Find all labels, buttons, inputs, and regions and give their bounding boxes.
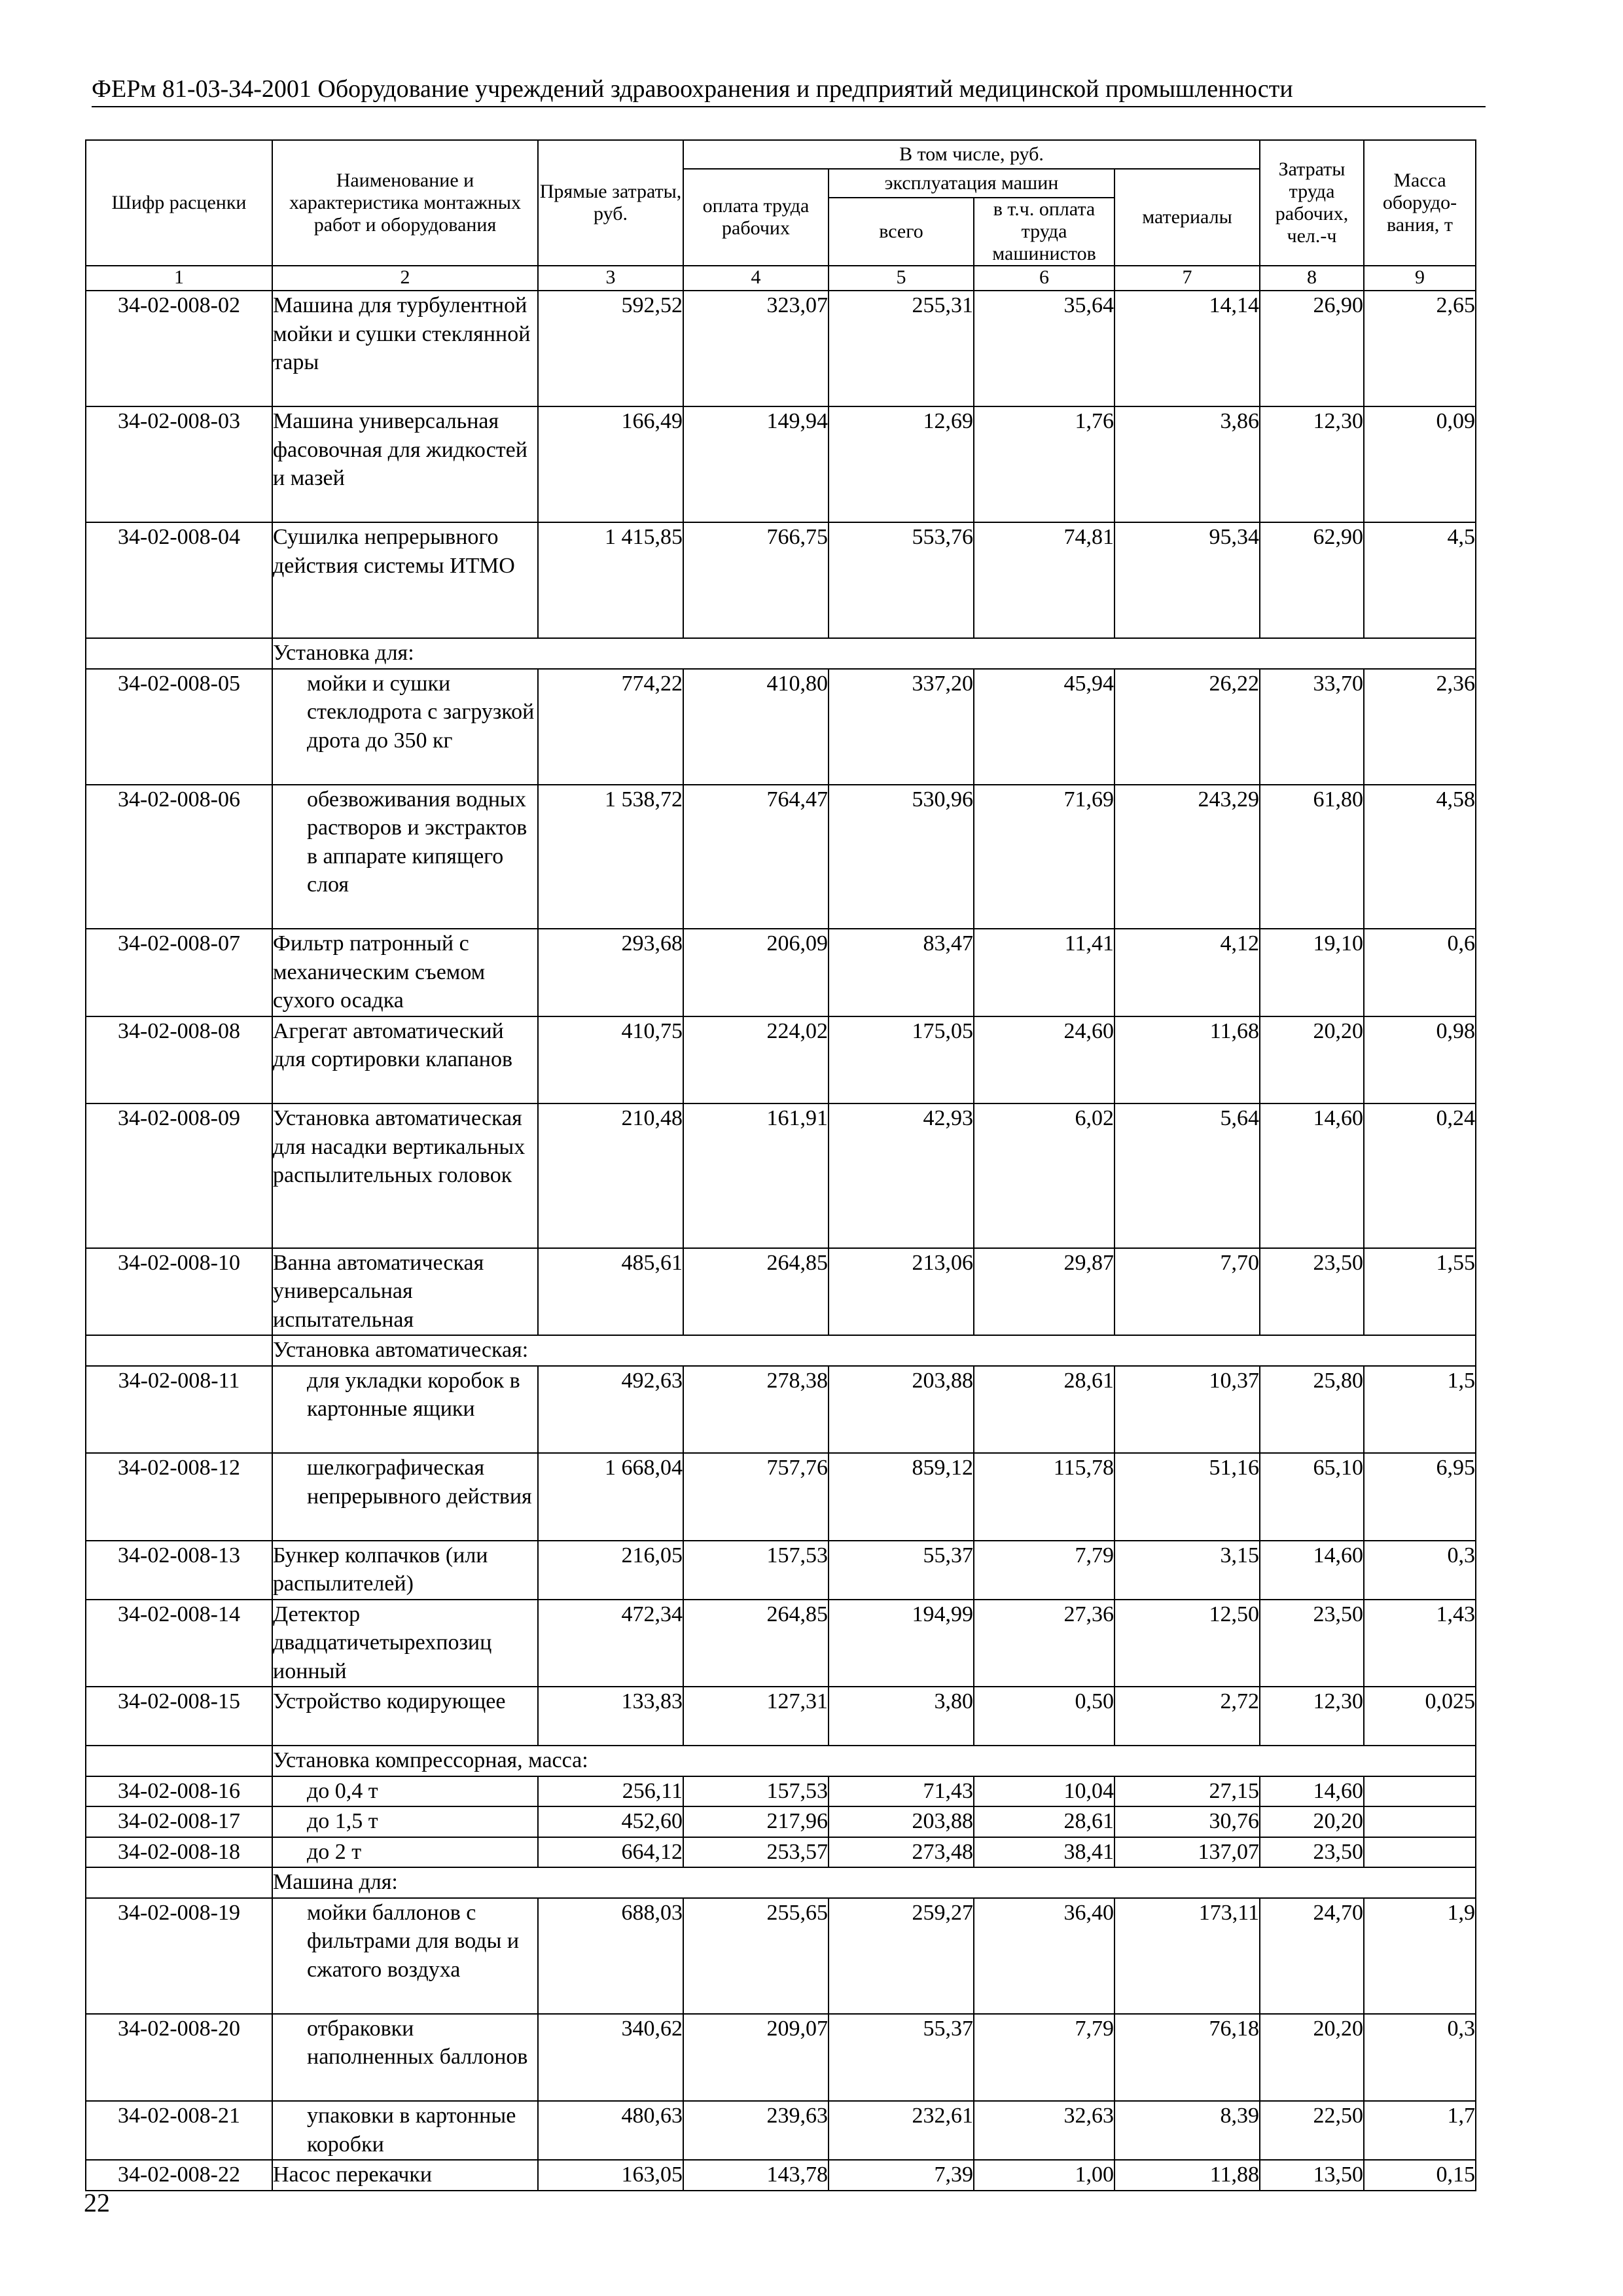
machines-total-cell: 3,80 (829, 1687, 974, 1746)
header-code: Шифр расценки (86, 140, 272, 266)
rate-code-cell: 34-02-008-16 (86, 1776, 272, 1807)
rate-code-cell: 34-02-008-15 (86, 1687, 272, 1746)
labor-pay-cell: 264,85 (683, 1600, 829, 1687)
machines-total-cell: 194,99 (829, 1600, 974, 1687)
labor-costs-cell: 65,10 (1260, 1453, 1364, 1541)
machines-total-cell: 530,96 (829, 785, 974, 929)
table-row (86, 1837, 1476, 1868)
direct-costs-cell: 216,05 (538, 1541, 683, 1600)
column-number: 8 (1260, 266, 1364, 291)
labor-costs-cell: 12,30 (1260, 406, 1364, 522)
materials-cell: 27,15 (1115, 1776, 1260, 1807)
machinists-pay-cell: 45,94 (974, 669, 1115, 785)
machines-total-cell: 213,06 (829, 1248, 974, 1336)
rate-code-cell: 34-02-008-02 (86, 291, 272, 406)
machinists-pay-cell: 35,64 (974, 291, 1115, 406)
header-machine-operation: эксплуатация машин (829, 169, 1115, 198)
labor-pay-cell: 217,96 (683, 1806, 829, 1837)
rate-code-cell: 34-02-008-07 (86, 929, 272, 1016)
rate-code-cell: 34-02-008-09 (86, 1103, 272, 1248)
machines-total-cell: 71,43 (829, 1776, 974, 1807)
column-number-row (86, 266, 1476, 291)
labor-pay-cell: 766,75 (683, 522, 829, 638)
mass-cell: 0,15 (1364, 2160, 1476, 2191)
materials-cell: 3,15 (1115, 1541, 1260, 1600)
header-name: Наименование и характеристика монтажных работ и оборудования (272, 140, 538, 266)
labor-pay-cell: 264,85 (683, 1248, 829, 1336)
rates-table (85, 139, 1476, 2191)
group-title: Установка автоматическая: (272, 1335, 1476, 1366)
machines-total-cell: 203,88 (829, 1366, 974, 1454)
group-row (86, 1746, 1476, 1776)
machinists-pay-cell: 10,04 (974, 1776, 1115, 1807)
labor-pay-cell: 209,07 (683, 2014, 829, 2102)
mass-cell: 0,6 (1364, 929, 1476, 1016)
machinists-pay-cell: 28,61 (974, 1806, 1115, 1837)
materials-cell: 8,39 (1115, 2101, 1260, 2160)
machinists-pay-cell: 7,79 (974, 2014, 1115, 2102)
direct-costs-cell: 492,63 (538, 1366, 683, 1454)
machinists-pay-cell: 36,40 (974, 1898, 1115, 2014)
mass-cell: 0,09 (1364, 406, 1476, 522)
mass-cell: 6,95 (1364, 1453, 1476, 1541)
labor-costs-cell: 25,80 (1260, 1366, 1364, 1454)
labor-pay-cell: 157,53 (683, 1541, 829, 1600)
table-row (86, 1016, 1476, 1104)
labor-pay-cell: 239,63 (683, 2101, 829, 2160)
work-name-cell: Агрегат автоматический для сортировки клапанов (272, 1016, 538, 1104)
work-name-cell: Машина для турбулентной мойки и сушки стеклянной тары (272, 291, 538, 406)
mass-cell (1364, 1806, 1476, 1837)
header-direct-costs: Прямые затраты, руб. (538, 140, 683, 266)
rate-code-cell: 34-02-008-21 (86, 2101, 272, 2160)
table-row (86, 1103, 1476, 1248)
machinists-pay-cell: 7,79 (974, 1541, 1115, 1600)
labor-pay-cell: 149,94 (683, 406, 829, 522)
labor-costs-cell: 62,90 (1260, 522, 1364, 638)
table-row (86, 1453, 1476, 1541)
materials-cell: 173,11 (1115, 1898, 1260, 2014)
work-name-cell: Насос перекачки (272, 2160, 538, 2191)
group-title: Машина для: (272, 1867, 1476, 1898)
work-name-cell: Бункер колпачков (или распылителей) (272, 1541, 538, 1600)
labor-pay-cell: 253,57 (683, 1837, 829, 1868)
work-name-cell: Машина универсальная фасовочная для жидкостей и мазей (272, 406, 538, 522)
direct-costs-cell: 133,83 (538, 1687, 683, 1746)
work-name-cell: Ванна автоматическая универсальная испытательная (272, 1248, 538, 1336)
mass-cell (1364, 1837, 1476, 1868)
rate-code-cell: 34-02-008-11 (86, 1366, 272, 1454)
table-row (86, 1366, 1476, 1454)
work-name-cell: мойки баллонов с фильтрами для воды и сжатого воздуха (272, 1898, 538, 2014)
direct-costs-cell: 472,34 (538, 1600, 683, 1687)
rate-code-cell: 34-02-008-14 (86, 1600, 272, 1687)
header-materials: материалы (1115, 169, 1260, 266)
materials-cell: 95,34 (1115, 522, 1260, 638)
column-number: 2 (272, 266, 538, 291)
mass-cell: 1,43 (1364, 1600, 1476, 1687)
header-equipment-mass: Масса оборудо-вания, т (1364, 140, 1476, 266)
group-code-cell (86, 1335, 272, 1366)
group-title: Установка компрессорная, масса: (272, 1746, 1476, 1776)
group-code-cell (86, 1746, 272, 1776)
materials-cell: 10,37 (1115, 1366, 1260, 1454)
machinists-pay-cell: 1,00 (974, 2160, 1115, 2191)
column-number: 4 (683, 266, 829, 291)
header-labor-costs: Затраты труда рабочих, чел.-ч (1260, 140, 1364, 266)
machines-total-cell: 232,61 (829, 2101, 974, 2160)
machines-total-cell: 83,47 (829, 929, 974, 1016)
direct-costs-cell: 256,11 (538, 1776, 683, 1807)
page-number: 22 (84, 2188, 110, 2217)
group-row (86, 1335, 1476, 1366)
mass-cell: 4,58 (1364, 785, 1476, 929)
group-title: Установка для: (272, 638, 1476, 669)
materials-cell: 137,07 (1115, 1837, 1260, 1868)
table-row (86, 1776, 1476, 1807)
labor-costs-cell: 23,50 (1260, 1248, 1364, 1336)
column-number: 5 (829, 266, 974, 291)
header-labor-pay: оплата труда рабочих (683, 169, 829, 266)
labor-costs-cell: 23,50 (1260, 1837, 1364, 1868)
labor-pay-cell: 323,07 (683, 291, 829, 406)
labor-pay-cell: 757,76 (683, 1453, 829, 1541)
materials-cell: 2,72 (1115, 1687, 1260, 1746)
table-row (86, 406, 1476, 522)
table-row (86, 1687, 1476, 1746)
materials-cell: 5,64 (1115, 1103, 1260, 1248)
table-row (86, 785, 1476, 929)
work-name-cell: Сушилка непрерывного действия системы ИТМО (272, 522, 538, 638)
machinists-pay-cell: 27,36 (974, 1600, 1115, 1687)
labor-costs-cell: 22,50 (1260, 2101, 1364, 2160)
direct-costs-cell: 410,75 (538, 1016, 683, 1104)
direct-costs-cell: 664,12 (538, 1837, 683, 1868)
labor-costs-cell: 13,50 (1260, 2160, 1364, 2191)
rate-code-cell: 34-02-008-03 (86, 406, 272, 522)
rate-code-cell: 34-02-008-19 (86, 1898, 272, 2014)
column-number: 1 (86, 266, 272, 291)
table-row (86, 1541, 1476, 1600)
labor-pay-cell: 206,09 (683, 929, 829, 1016)
direct-costs-cell: 452,60 (538, 1806, 683, 1837)
machines-total-cell: 553,76 (829, 522, 974, 638)
table-row (86, 2014, 1476, 2102)
machines-total-cell: 859,12 (829, 1453, 974, 1541)
labor-costs-cell: 14,60 (1260, 1776, 1364, 1807)
labor-costs-cell: 23,50 (1260, 1600, 1364, 1687)
rate-code-cell: 34-02-008-12 (86, 1453, 272, 1541)
materials-cell: 51,16 (1115, 1453, 1260, 1541)
rate-code-cell: 34-02-008-10 (86, 1248, 272, 1336)
direct-costs-cell: 163,05 (538, 2160, 683, 2191)
materials-cell: 243,29 (1115, 785, 1260, 929)
mass-cell: 1,55 (1364, 1248, 1476, 1336)
machines-total-cell: 255,31 (829, 291, 974, 406)
work-name-cell: шелкографическая непрерывного действия (272, 1453, 538, 1541)
work-name-cell: Установка автоматическая для насадки вертикальных распылительных головок (272, 1103, 538, 1248)
direct-costs-cell: 1 415,85 (538, 522, 683, 638)
direct-costs-cell: 480,63 (538, 2101, 683, 2160)
labor-costs-cell: 20,20 (1260, 2014, 1364, 2102)
labor-costs-cell: 14,60 (1260, 1103, 1364, 1248)
labor-costs-cell: 19,10 (1260, 929, 1364, 1016)
mass-cell: 1,9 (1364, 1898, 1476, 2014)
labor-pay-cell: 764,47 (683, 785, 829, 929)
table-row (86, 522, 1476, 638)
table-row (86, 2160, 1476, 2191)
materials-cell: 11,88 (1115, 2160, 1260, 2191)
mass-cell: 0,3 (1364, 1541, 1476, 1600)
rate-code-cell: 34-02-008-20 (86, 2014, 272, 2102)
mass-cell (1364, 1776, 1476, 1807)
mass-cell: 0,3 (1364, 2014, 1476, 2102)
labor-costs-cell: 24,70 (1260, 1898, 1364, 2014)
mass-cell: 1,5 (1364, 1366, 1476, 1454)
machinists-pay-cell: 11,41 (974, 929, 1115, 1016)
labor-costs-cell: 20,20 (1260, 1016, 1364, 1104)
labor-costs-cell: 61,80 (1260, 785, 1364, 929)
machinists-pay-cell: 115,78 (974, 1453, 1115, 1541)
mass-cell: 2,36 (1364, 669, 1476, 785)
machines-total-cell: 7,39 (829, 2160, 974, 2191)
machines-total-cell: 337,20 (829, 669, 974, 785)
machines-total-cell: 175,05 (829, 1016, 974, 1104)
labor-pay-cell: 143,78 (683, 2160, 829, 2191)
machinists-pay-cell: 29,87 (974, 1248, 1115, 1336)
labor-pay-cell: 157,53 (683, 1776, 829, 1807)
materials-cell: 11,68 (1115, 1016, 1260, 1104)
machines-total-cell: 55,37 (829, 2014, 974, 2102)
labor-costs-cell: 33,70 (1260, 669, 1364, 785)
column-number: 3 (538, 266, 683, 291)
table-row (86, 669, 1476, 785)
group-code-cell (86, 1867, 272, 1898)
labor-costs-cell: 14,60 (1260, 1541, 1364, 1600)
mass-cell: 4,5 (1364, 522, 1476, 638)
mass-cell: 2,65 (1364, 291, 1476, 406)
labor-pay-cell: 255,65 (683, 1898, 829, 2014)
work-name-cell: до 2 т (272, 1837, 538, 1868)
work-name-cell: Устройство кодирующее (272, 1687, 538, 1746)
work-name-cell: упаковки в картонные коробки (272, 2101, 538, 2160)
rate-code-cell: 34-02-008-04 (86, 522, 272, 638)
rate-code-cell: 34-02-008-05 (86, 669, 272, 785)
machinists-pay-cell: 74,81 (974, 522, 1115, 638)
labor-costs-cell: 26,90 (1260, 291, 1364, 406)
rate-code-cell: 34-02-008-22 (86, 2160, 272, 2191)
labor-pay-cell: 278,38 (683, 1366, 829, 1454)
machinists-pay-cell: 24,60 (974, 1016, 1115, 1104)
machines-total-cell: 273,48 (829, 1837, 974, 1868)
labor-costs-cell: 20,20 (1260, 1806, 1364, 1837)
machinists-pay-cell: 0,50 (974, 1687, 1115, 1746)
machinists-pay-cell: 28,61 (974, 1366, 1115, 1454)
direct-costs-cell: 485,61 (538, 1248, 683, 1336)
direct-costs-cell: 1 538,72 (538, 785, 683, 929)
work-name-cell: до 0,4 т (272, 1776, 538, 1807)
table-row (86, 291, 1476, 406)
machines-total-cell: 259,27 (829, 1898, 974, 2014)
materials-cell: 7,70 (1115, 1248, 1260, 1336)
mass-cell: 0,025 (1364, 1687, 1476, 1746)
work-name-cell: для укладки коробок в картонные ящики (272, 1366, 538, 1454)
rate-code-cell: 34-02-008-17 (86, 1806, 272, 1837)
group-row (86, 1867, 1476, 1898)
direct-costs-cell: 293,68 (538, 929, 683, 1016)
group-row (86, 638, 1476, 669)
table-row (86, 2101, 1476, 2160)
work-name-cell: обезвоживания водных растворов и экстрактов в аппарате кипящего слоя (272, 785, 538, 929)
work-name-cell: отбраковки наполненных баллонов (272, 2014, 538, 2102)
materials-cell: 26,22 (1115, 669, 1260, 785)
machines-total-cell: 42,93 (829, 1103, 974, 1248)
rate-code-cell: 34-02-008-06 (86, 785, 272, 929)
direct-costs-cell: 688,03 (538, 1898, 683, 2014)
table-row (86, 1806, 1476, 1837)
machines-total-cell: 203,88 (829, 1806, 974, 1837)
materials-cell: 12,50 (1115, 1600, 1260, 1687)
direct-costs-cell: 1 668,04 (538, 1453, 683, 1541)
machinists-pay-cell: 6,02 (974, 1103, 1115, 1248)
rate-code-cell: 34-02-008-13 (86, 1541, 272, 1600)
work-name-cell: мойки и сушки стеклодрота с загрузкой дрота до 350 кг (272, 669, 538, 785)
mass-cell: 1,7 (1364, 2101, 1476, 2160)
materials-cell: 14,14 (1115, 291, 1260, 406)
mass-cell: 0,98 (1364, 1016, 1476, 1104)
work-name-cell: Детектор двадцатичетырехпозиц ионный (272, 1600, 538, 1687)
direct-costs-cell: 210,48 (538, 1103, 683, 1248)
table-row (86, 1248, 1476, 1336)
direct-costs-cell: 774,22 (538, 669, 683, 785)
column-number: 7 (1115, 266, 1260, 291)
direct-costs-cell: 340,62 (538, 2014, 683, 2102)
work-name-cell: до 1,5 т (272, 1806, 538, 1837)
table-row (86, 1898, 1476, 2014)
materials-cell: 30,76 (1115, 1806, 1260, 1837)
machines-total-cell: 12,69 (829, 406, 974, 522)
header-including: В том числе, руб. (683, 140, 1260, 169)
header-machinists-pay: в т.ч. оплата труда машинистов (974, 198, 1115, 266)
rate-code-cell: 34-02-008-18 (86, 1837, 272, 1868)
labor-pay-cell: 127,31 (683, 1687, 829, 1746)
machines-total-cell: 55,37 (829, 1541, 974, 1600)
group-code-cell (86, 638, 272, 669)
column-number: 6 (974, 266, 1115, 291)
labor-costs-cell: 12,30 (1260, 1687, 1364, 1746)
column-number: 9 (1364, 266, 1476, 291)
header-machines-total: всего (829, 198, 974, 266)
direct-costs-cell: 592,52 (538, 291, 683, 406)
materials-cell: 3,86 (1115, 406, 1260, 522)
labor-pay-cell: 224,02 (683, 1016, 829, 1104)
mass-cell: 0,24 (1364, 1103, 1476, 1248)
page-header-title: ФЕРм 81-03-34-2001 Оборудование учреждений здравоохранения и предприятий медицинской промышленности (92, 73, 1486, 107)
machinists-pay-cell: 32,63 (974, 2101, 1115, 2160)
work-name-cell: Фильтр патронный с механическим съемом сухого осадка (272, 929, 538, 1016)
labor-pay-cell: 161,91 (683, 1103, 829, 1248)
machinists-pay-cell: 1,76 (974, 406, 1115, 522)
table-row (86, 929, 1476, 1016)
labor-pay-cell: 410,80 (683, 669, 829, 785)
rate-code-cell: 34-02-008-08 (86, 1016, 272, 1104)
materials-cell: 4,12 (1115, 929, 1260, 1016)
table-row (86, 1600, 1476, 1687)
machinists-pay-cell: 38,41 (974, 1837, 1115, 1868)
direct-costs-cell: 166,49 (538, 406, 683, 522)
materials-cell: 76,18 (1115, 2014, 1260, 2102)
machinists-pay-cell: 71,69 (974, 785, 1115, 929)
